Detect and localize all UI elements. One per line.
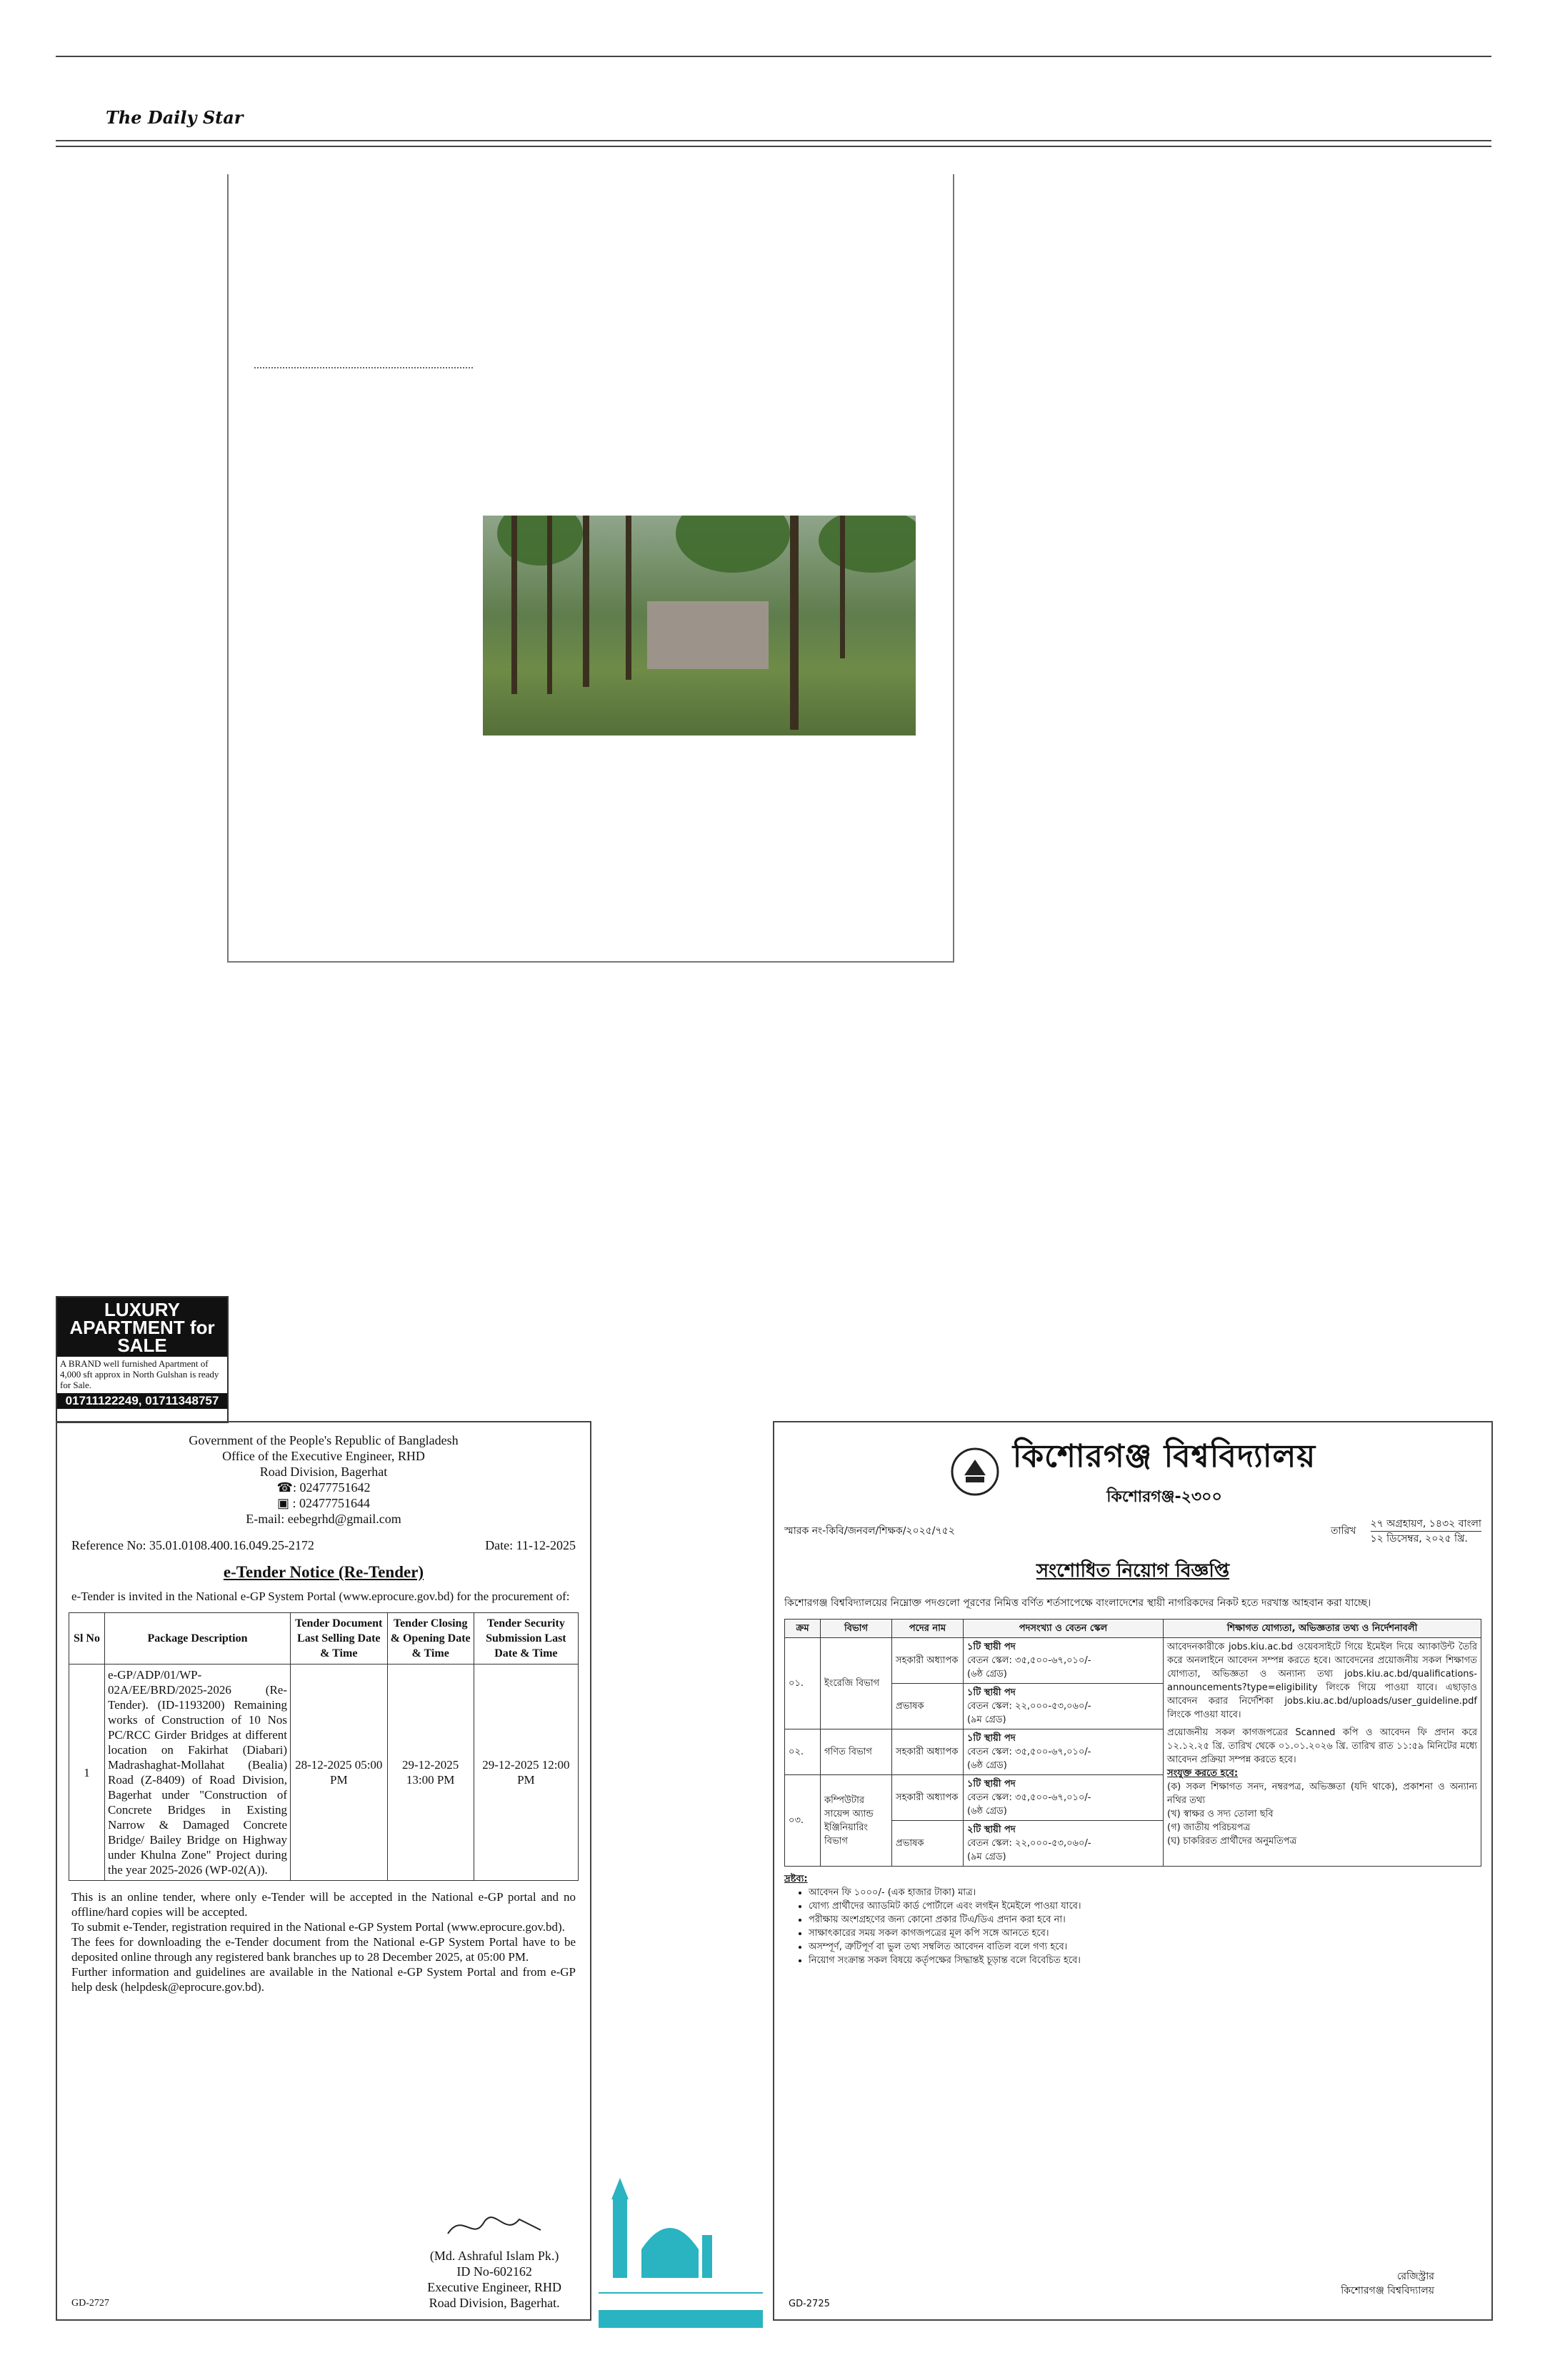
krow0-scale: ১টি স্থায়ী পদ — [967, 1642, 1016, 1652]
krow1-post: প্রভাষক — [892, 1684, 964, 1729]
tender-signature-block — [427, 2209, 561, 2311]
tender-note-2: The fees for downloading the e-Tender document from the National e-GP System Portal have to be deposited online through any registered bank branches up to 28 December 2025, at 05:00 PM. — [71, 1935, 576, 1964]
kiu-note-4: • অসম্পূর্ণ, ত্রুটিপূর্ণ বা ভুল তথ্য সম্বলিত আবেদন বাতিল বলে গণ্য হবে। — [809, 1940, 1481, 1954]
tender-fax: ▣ : 02477751644 — [276, 1496, 370, 1510]
mosque-icon — [599, 2156, 763, 2328]
tender-notice — [56, 1421, 591, 2321]
tender-table — [69, 1612, 579, 1881]
krow2-pay: বেতন স্কেল: ৩৫,৫০০-৬৭,০১০/- — [967, 1747, 1091, 1757]
kiu-heading: সংশোধিত নিয়োগ বিজ্ঞপ্তি — [1036, 1560, 1230, 1582]
krow0-pay: বেতন স্কেল: ৩৫,৫০০-৬৭,০১০/- — [967, 1655, 1091, 1666]
tender-title: e-Tender Notice (Re-Tender) — [223, 1563, 424, 1581]
krow4-post: প্রভাষক — [892, 1821, 964, 1867]
signature-office: Road Division, Bagerhat. — [429, 2296, 560, 2310]
kiu-instructions: আবেদনকারীকে jobs.kiu.ac.bd ওয়েবসাইটে গিয়ে ইমেইল দিয়ে অ্যাকাউন্ট তৈরি করে অনলাইনে আবেদন সম্পন্ন করতে হবে। আবেদনের প্রয়োজনীয় সকল শিক্ষাগত যোগ্যতা, অভিজ্ঞতা ও অন্যান্য তথ্য jobs.kiu.ac.bd/qualifications-announcements?type=eligibility লিংকে গিয়ে পাওয়া যাবে। এছাড়াও আবেদন করার নির্দেশিকা jobs.kiu.ac.bd/uploads/user_guideline.pdf লিংকে পাওয়া যাবে। — [1167, 1642, 1477, 1720]
krow1-scale-cell — [964, 1684, 1164, 1729]
kiu-notes-title: দ্রষ্টব্য: — [784, 1874, 808, 1884]
header-rule-1 — [56, 140, 1491, 141]
kiu-notice — [773, 1421, 1493, 2321]
col-selling: Tender Document Last Selling Date & Time — [291, 1613, 388, 1665]
krow2-scale-cell — [964, 1729, 1164, 1775]
krow4-grade: (৯ম গ্রেড) — [967, 1852, 1006, 1862]
top-rule — [56, 56, 1491, 57]
col-desc: Package Description — [105, 1613, 291, 1665]
kcol-info: শিক্ষাগত যোগ্যতা, অভিজ্ঞতার তথ্য ও নির্দেশনাবলী — [1164, 1620, 1481, 1638]
kiu-dates — [1371, 1517, 1482, 1546]
masthead: The Daily Star — [106, 107, 244, 128]
krow1-pay: বেতন স্কেল: ২২,০০০-৫৩,০৬০/- — [967, 1701, 1091, 1712]
krow1-grade: (৯ম গ্রেড) — [967, 1714, 1006, 1725]
krow0-scale-cell — [964, 1638, 1164, 1684]
krow2-dept: গণিত বিভাগ — [821, 1729, 892, 1775]
tender-reference: Reference No: 35.01.0108.400.16.049.25-2172 — [71, 1538, 314, 1552]
table-row — [69, 1665, 579, 1881]
tender-note-3: Further information and guidelines are available in the National e-GP System Portal and from e-GP help desk (helpdesk@eprocure.gov.bd). — [71, 1965, 576, 1994]
kcol-post: পদের নাম — [892, 1620, 964, 1638]
kiu-registrar: রেজিস্ট্রার — [1396, 2271, 1434, 2282]
kiu-header — [784, 1432, 1481, 1511]
krow2-grade: (৬ষ্ঠ গ্রেড) — [967, 1760, 1007, 1771]
kiu-intro: কিশোরগঞ্জ বিশ্ববিদ্যালয়ের নিম্নোক্ত পদগুলো পূরণের নিমিত্ত বর্ণিত শর্তসাপেক্ষে বাংলাদেশের স্থায়ী নাগরিকদের নিকট হতে দরখাস্ত আহবান করা যাচ্ছে। — [784, 1597, 1371, 1609]
header-rule-2 — [56, 146, 1491, 147]
krow4-pay: বেতন স্কেল: ২২,০০০-৫৩,০৬০/- — [967, 1838, 1091, 1849]
kiu-date2: ১২ ডিসেম্বর, ২০২৫ খ্রি. — [1370, 1533, 1468, 1545]
tender-header-0: Government of the People's Republic of Bangladesh — [189, 1433, 459, 1447]
luxury-ad — [56, 1296, 229, 1423]
luxury-desc: A BRAND well furnished Apartment of 4,000 sft approx in North Gulshan is ready for Sale. — [60, 1358, 219, 1390]
signature-icon — [441, 2209, 548, 2244]
row-selling: 28-12-2025 05:00 PM — [291, 1665, 388, 1881]
krow3-pay: বেতন স্কেল: ৩৫,৫০০-৬৭,০১০/- — [967, 1792, 1091, 1803]
kcol-scale: পদসংখ্যা ও বেতন স্কেল — [964, 1620, 1164, 1638]
col-sl: Sl No — [69, 1613, 105, 1665]
building — [647, 601, 769, 669]
kiu-title: কিশোরগঞ্জ বিশ্ববিদ্যালয় — [1012, 1438, 1316, 1475]
signature-id: ID No-602162 — [456, 2264, 532, 2279]
dotted-line — [254, 367, 473, 368]
krow0-post: সহকারী অধ্যাপক — [892, 1638, 964, 1684]
kiu-attach-title: সংযুক্ত করতে হবে: — [1167, 1768, 1239, 1779]
kiu-date-label: তারিখ — [1331, 1525, 1356, 1537]
tender-gd: GD-2727 — [71, 2298, 109, 2309]
kiu-attach-3: (ঘ) চাকরিরত প্রার্থীদের অনুমতিপত্র — [1167, 1836, 1297, 1847]
krow3-dept: কম্পিউটার সায়েন্স অ্যান্ড ইঞ্জিনিয়ারিং বিভাগ — [821, 1775, 892, 1867]
kiu-registrar-block — [1341, 2269, 1434, 2298]
kiu-memo: স্মারক নং-কিবি/জনবল/শিক্ষক/২০২৫/৭৫২ — [784, 1525, 955, 1537]
row-closing: 29-12-2025 13:00 PM — [387, 1665, 474, 1881]
kiu-table — [784, 1619, 1481, 1867]
kiu-date-block — [1331, 1517, 1481, 1546]
kiu-info-cell — [1164, 1638, 1481, 1867]
row-sl: 1 — [69, 1665, 105, 1881]
krow4-scale: ২টি স্থায়ী পদ — [967, 1824, 1016, 1835]
land-photo — [483, 516, 916, 735]
col-closing: Tender Closing & Opening Date & Time — [387, 1613, 474, 1665]
tender-intro: e-Tender is invited in the National e-GP System Portal (www.eprocure.gov.bd) for the procurement of: — [71, 1590, 570, 1603]
table-row — [785, 1638, 1481, 1684]
krow0-grade: (৬ষ্ঠ গ্রেড) — [967, 1669, 1007, 1679]
krow2-sl: ০২. — [785, 1729, 821, 1775]
kiu-registrar2: কিশোরগঞ্জ বিশ্ববিদ্যালয় — [1341, 2285, 1434, 2296]
krow2-post: সহকারী অধ্যাপক — [892, 1729, 964, 1775]
kiu-note-0: • আবেদন ফি ১০০০/- (এক হাজার টাকা) মাত্র। — [809, 1886, 1481, 1899]
krow3-scale-cell — [964, 1775, 1164, 1821]
tender-phone: ☎: 02477751642 — [276, 1480, 371, 1495]
krow0-sl: ০১. — [785, 1638, 821, 1729]
krow3-grade: (৬ষ্ঠ গ্রেড) — [967, 1806, 1007, 1817]
tender-notes — [69, 1889, 579, 1994]
row-desc: e-GP/ADP/01/WP-02A/EE/BRD/2025-2026 (Re-Tender). (ID-1193200) Remaining works of Construction of 10 Nos PC/RCC Girder Bridges at different location on Fakirhat (Diabari) Madrashaghat-Mollahat (Bealia) Road (Z-8409) of Road Division, Bagerhat under "Construction of Concrete Bridges in Existing Narrow & Damaged Concrete Bridge/ Bailey Bridge on Highway under Khulna Zone" Project during the year 2025-2026 (WP-02(A)). — [105, 1665, 291, 1881]
krow2-scale: ১টি স্থায়ী পদ — [967, 1733, 1016, 1744]
kiu-note-1: • যোগ্য প্রার্থীদের অ্যাডমিট কার্ড পোর্টালে এবং লগইন ইমেইলে পাওয়া যাবে। — [809, 1899, 1481, 1913]
university-logo-icon — [950, 1447, 1000, 1497]
kcol-dept: বিভাগ — [821, 1620, 892, 1638]
tender-header-1: Office of the Executive Engineer, RHD — [222, 1449, 425, 1463]
krow3-sl: ০৩. — [785, 1775, 821, 1867]
tender-ref-row — [69, 1538, 579, 1553]
kiu-note-5: • নিয়োগ সংক্রান্ত সকল বিষয়ে কর্তৃপক্ষের সিদ্ধান্তই চূড়ান্ত বলে বিবেচিত হবে। — [809, 1954, 1481, 1967]
kiu-note-2: • পরীক্ষায় অংশগ্রহণের জন্য কোনো প্রকার টিএ/ডিএ প্রদান করা হবে না। — [809, 1913, 1481, 1927]
kiu-notes — [784, 1872, 1481, 1967]
kiu-subtitle: কিশোরগঞ্জ-২৩০০ — [1106, 1488, 1222, 1506]
luxury-phones: 01711122249, 01711348757 — [57, 1393, 227, 1409]
kiu-memo-row — [784, 1517, 1481, 1546]
kcol-sl: ক্রম — [785, 1620, 821, 1638]
krow4-scale-cell — [964, 1821, 1164, 1867]
krow1-scale: ১টি স্থায়ী পদ — [967, 1687, 1016, 1698]
kiu-date1: ২৭ অগ্রহায়ণ, ১৪৩২ বাংলা — [1371, 1517, 1482, 1532]
kiu-attach-0: (ক) সকল শিক্ষাগত সনদ, নম্বরপত্র, অভিজ্ঞতা (যদি থাকে), প্রকাশনা ও অন্যান্য নথির তথ্য — [1167, 1782, 1477, 1806]
luxury-title: LUXURY APARTMENT for SALE — [57, 1297, 227, 1357]
signature-title: Executive Engineer, RHD — [427, 2280, 561, 2294]
tender-date: Date: 11-12-2025 — [485, 1538, 576, 1552]
tender-email: E-mail: eebegrhd@gmail.com — [246, 1512, 401, 1526]
kiu-attach-2: (গ) জাতীয় পরিচয়পত্র — [1167, 1822, 1251, 1833]
kiu-note-3: • সাক্ষাৎকারের সময় সকল কাগজপত্রের মূল কপি সঙ্গে আনতে হবে। — [809, 1927, 1481, 1940]
krow0-dept: ইংরেজি বিভাগ — [821, 1638, 892, 1729]
tender-header-2: Road Division, Bagerhat — [259, 1465, 388, 1479]
kiu-instructions2: প্রয়োজনীয় সকল কাগজপত্রের Scanned কপি ও আবেদন ফি প্রদান করে ১২.১২.২৫ খ্রি. তারিখ থেকে ০১.০১.২০২৬ খ্রি. তারিখ রাত ১১:৫৯ মিনিটের মধ্যে আবেদন প্রক্রিয়া সম্পন্ন করতে হবে। — [1167, 1727, 1477, 1765]
krow3-scale: ১টি স্থায়ী পদ — [967, 1779, 1016, 1789]
tender-note-0: This is an online tender, where only e-Tender will be accepted in the National e-GP portal and no offline/hard copies will be accepted. — [71, 1890, 576, 1919]
signature-name: (Md. Ashraful Islam Pk.) — [429, 2249, 559, 2263]
tender-note-1: To submit e-Tender, registration required in the National e-GP System Portal (www.eprocure.gov.bd). — [71, 1920, 565, 1934]
row-security: 29-12-2025 12:00 PM — [474, 1665, 578, 1881]
krow3-post: সহকারী অধ্যাপক — [892, 1775, 964, 1821]
col-security: Tender Security Submission Last Date & Time — [474, 1613, 578, 1665]
kiu-gd: GD-2725 — [789, 2299, 830, 2309]
kiu-attach-1: (খ) স্বাক্ষর ও সদ্য তোলা ছবি — [1167, 1809, 1274, 1819]
